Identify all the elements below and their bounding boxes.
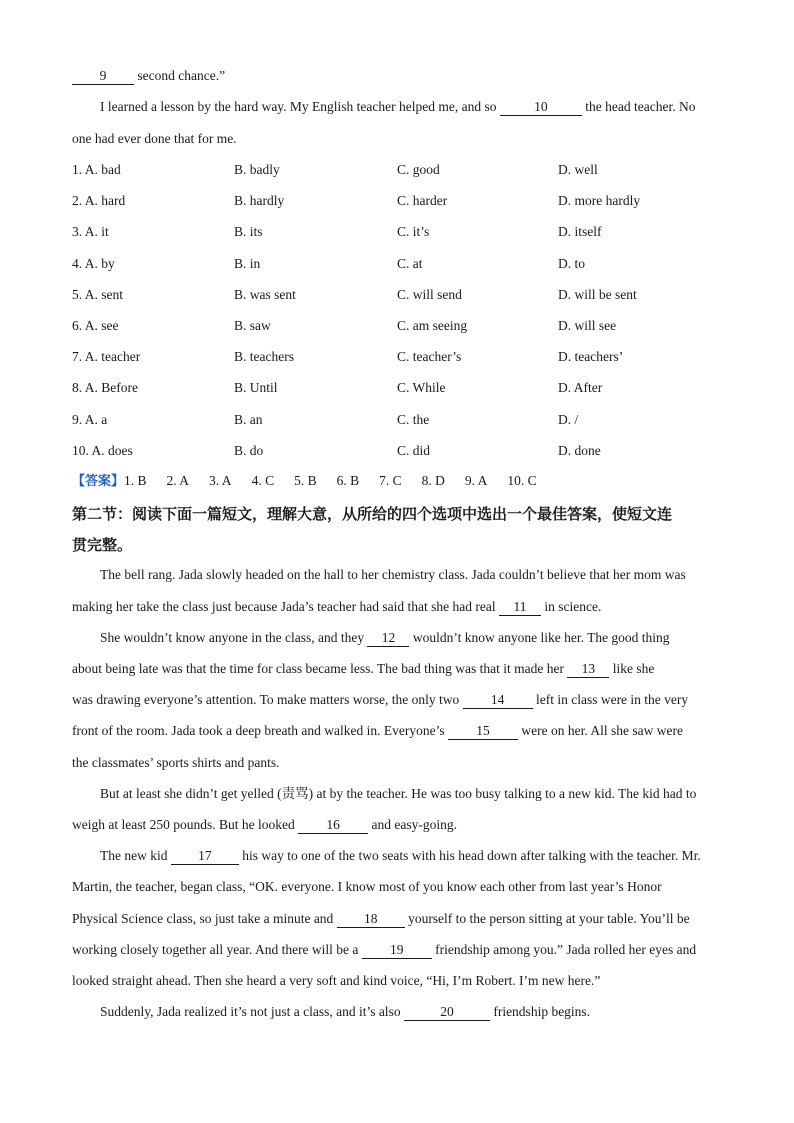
answer-items bbox=[124, 473, 557, 488]
blank-16: 16 bbox=[298, 817, 368, 834]
answer-item: 6. B bbox=[336, 473, 360, 488]
blank-12: 12 bbox=[367, 630, 409, 647]
option-c: C. will send bbox=[397, 286, 462, 302]
option-row bbox=[72, 223, 732, 241]
passage2-p4c: Physical Science class, so just take a minute and 18 yourself to the person sitting at your table. You’ll be bbox=[72, 911, 690, 926]
option-b: B. Until bbox=[234, 380, 278, 396]
blank-15: 15 bbox=[448, 723, 518, 740]
passage1-line3: one had ever done that for me. bbox=[72, 131, 237, 146]
option-a: 3. A. it bbox=[72, 224, 109, 240]
option-c: C. did bbox=[397, 442, 431, 458]
answer-item: 2. A bbox=[166, 473, 190, 488]
option-a: 10. A. does bbox=[72, 442, 133, 458]
option-b: B. teachers bbox=[234, 349, 294, 365]
option-c: C. it’s bbox=[397, 224, 430, 240]
option-a: 9. A. a bbox=[72, 411, 108, 427]
option-d: D. will be sent bbox=[558, 286, 637, 302]
option-a: 2. A. hard bbox=[72, 193, 126, 209]
passage2-p1b: making her take the class just because Jada’s teacher had said that she had real 11 in science. bbox=[72, 599, 602, 614]
option-d: D. well bbox=[558, 162, 598, 177]
answer-item: 10. C bbox=[507, 473, 537, 488]
option-row bbox=[72, 192, 732, 210]
option-c: C. good bbox=[397, 162, 440, 177]
option-a: 6. A. see bbox=[72, 318, 119, 333]
option-a: 8. A. Before bbox=[72, 380, 138, 396]
option-row bbox=[72, 286, 732, 304]
answer-item: 3. A bbox=[209, 473, 232, 488]
option-row bbox=[72, 161, 732, 179]
option-row bbox=[72, 411, 732, 429]
option-d: D. more hardly bbox=[558, 193, 641, 209]
option-a: 1. A. bad bbox=[72, 162, 121, 177]
option-d: D. done bbox=[558, 442, 601, 458]
section2-heading-line1: 第二节：阅读下面一篇短文，理解大意，从所给的四个选项中选出一个最佳答案，使短文连 bbox=[72, 505, 673, 523]
option-d: D. After bbox=[558, 380, 603, 396]
answer-item: 1. B bbox=[124, 473, 147, 488]
passage2-p4d: working closely together all year. And there will be a 19 friendship among you.” Jada rolled her eyes and bbox=[72, 942, 697, 957]
blank-14: 14 bbox=[463, 692, 533, 709]
blank-19: 19 bbox=[362, 942, 432, 959]
blank-20: 20 bbox=[404, 1004, 490, 1021]
passage2-p2b: about being late was that the time for class became less. The bad thing was that it made her 13 like she bbox=[72, 661, 655, 676]
answer-item: 9. A bbox=[464, 473, 488, 488]
option-d: D. will see bbox=[558, 318, 617, 333]
passage2-p4e: looked straight ahead. Then she heard a very soft and kind voice, “Hi, I’m Robert. I’m new here.” bbox=[72, 973, 601, 988]
answer-item: 4. C bbox=[251, 473, 275, 488]
option-d: D. itself bbox=[558, 224, 602, 240]
option-b: B. hardly bbox=[234, 193, 285, 209]
option-row bbox=[72, 255, 732, 273]
passage2-p2e: the classmates’ sports shirts and pants. bbox=[72, 755, 280, 770]
section2-heading-line2: 贯完整。 bbox=[72, 536, 133, 554]
option-d: D. teachers’ bbox=[558, 349, 624, 365]
option-c: C. teacher’s bbox=[397, 349, 462, 365]
passage2-p5: Suddenly, Jada realized it’s not just a class, and it’s also 20 friendship begins. bbox=[100, 1004, 591, 1019]
blank-11: 11 bbox=[499, 599, 541, 616]
answer-item: 8. D bbox=[421, 473, 445, 488]
passage2-p4b: Martin, the teacher, began class, “OK. everyone. I know most of you know each other from last year’s Honor bbox=[72, 879, 662, 894]
option-c: C. at bbox=[397, 255, 423, 271]
option-row bbox=[72, 442, 732, 460]
option-row bbox=[72, 348, 732, 366]
option-c: C. am seeing bbox=[397, 318, 468, 333]
answer-item: 7. C bbox=[379, 473, 402, 488]
passage1-line2: I learned a lesson by the hard way. My English teacher helped me, and so 10 the head teacher. No bbox=[100, 99, 696, 114]
passage2-p3a: But at least she didn’t get yelled (责骂) at by the teacher. He was too busy talking to a new kid. The kid had to bbox=[100, 786, 697, 801]
option-a: 4. A. by bbox=[72, 255, 115, 271]
passage1-line1: 9 second chance.” bbox=[72, 67, 225, 85]
option-a: 7. A. teacher bbox=[72, 349, 141, 365]
option-d: D. / bbox=[558, 411, 579, 427]
option-b: B. an bbox=[234, 411, 263, 427]
passage2-p4a: The new kid 17 his way to one of the two seats with his head down after talking with the teacher. Mr. bbox=[100, 848, 701, 863]
option-b: B. badly bbox=[234, 162, 280, 177]
blank-13: 13 bbox=[567, 661, 609, 678]
option-row bbox=[72, 379, 732, 397]
option-row bbox=[72, 317, 732, 335]
option-b: B. in bbox=[234, 255, 261, 271]
answer-tag: 【答案】 bbox=[72, 474, 125, 489]
answer-item: 5. B bbox=[294, 473, 317, 488]
passage2-p2c: was drawing everyone’s attention. To make matters worse, the only two 14 left in class were in the very bbox=[72, 692, 689, 707]
option-c: C. While bbox=[397, 380, 446, 396]
blank-10: 10 bbox=[500, 99, 582, 116]
option-a: 5. A. sent bbox=[72, 286, 124, 302]
blank-9: 9 bbox=[72, 68, 134, 85]
option-b: B. do bbox=[234, 442, 264, 458]
option-b: B. its bbox=[234, 224, 263, 240]
option-b: B. was sent bbox=[234, 286, 296, 302]
passage2-p1a: The bell rang. Jada slowly headed on the hall to her chemistry class. Jada couldn’t believe that her mom was bbox=[100, 567, 686, 582]
option-d: D. to bbox=[558, 255, 585, 271]
blank-17: 17 bbox=[171, 848, 239, 865]
passage2-p3b: weigh at least 250 pounds. But he looked 16 and easy-going. bbox=[72, 817, 457, 832]
answer-line bbox=[72, 472, 557, 491]
blank-18: 18 bbox=[337, 911, 405, 928]
option-b: B. saw bbox=[234, 318, 271, 333]
passage2-p2a: She wouldn’t know anyone in the class, and they 12 wouldn’t know anyone like her. The good thing bbox=[100, 630, 670, 645]
passage2-p2d: front of the room. Jada took a deep breath and walked in. Everyone’s 15 were on her. All she saw were bbox=[72, 723, 683, 738]
option-c: C. the bbox=[397, 411, 430, 427]
option-c: C. harder bbox=[397, 193, 448, 209]
